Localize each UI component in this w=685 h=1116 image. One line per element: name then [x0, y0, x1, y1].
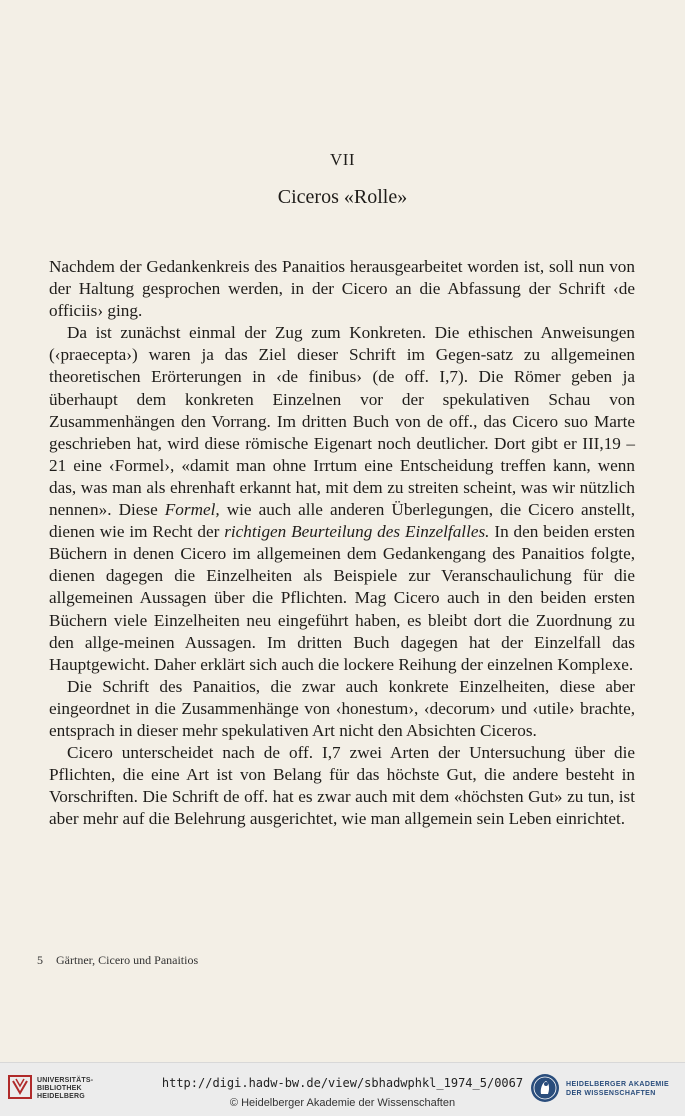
academy-logo-icon[interactable]	[530, 1073, 560, 1103]
signature-number: 5	[37, 953, 43, 967]
body-text	[49, 256, 635, 830]
ub-name-line: HEIDELBERG	[37, 1093, 85, 1100]
signature-text: Gärtner, Cicero und Panaitios	[56, 953, 199, 967]
chapter-title: Ciceros «Rolle»	[277, 186, 408, 208]
body-paragraph	[49, 322, 635, 676]
hd-name-line: DER WISSENSCHAFTEN	[566, 1090, 656, 1097]
chapter-number: VII	[329, 150, 356, 169]
ub-name-line: UNIVERSITÄTS-	[37, 1077, 94, 1084]
text-run: Die Schrift des Panaitios, die zwar auch konkrete Einzelheiten, diese aber eingeordnet in die Zusammenhänge von ‹honestum›, ‹decorum› und ‹utile› brachte, entsprach in dieser mehr spekulativen Art nicht den Absichten Ciceros.	[49, 676, 635, 740]
text-run: Cicero unterscheidet nach de off. I,7 zwei Arten der Untersuchung über die Pflichten, die eine Art ist von Belang für das höchste Gut, die andere besteht in Vorschriften. Die Schrift de off. hat es zwar auch mit dem «höchsten Gut» zu tun, ist aber mehr auf die Belehrung ausgerichtet, wie man allgemein sein Leben einrichtet.	[49, 743, 635, 829]
text-run: Nachdem der Gedankenkreis des Panaitios herausgearbeitet worden ist, soll nun von der Haltung gesprochen werden, in der Cicero an die Abfassung der Schrift ‹de officiis› ging.	[49, 257, 635, 321]
text-run: In den beiden ersten Büchern in denen Cicero im allgemeinen dem Gedankengang des Panaitios folgte, dienen dagegen die Einzelheiten als Beispiele zur Veranschaulichung für die allgemeinen Aussagen über die Pflichten. Mag Cicero auch in den beiden ersten Büchern viele Einzelheiten neu eingeführt haben, es bleibt dort die Zuordnung zu den allge-meinen Aussagen. Im dritten Buch dagegen hat der Einzelfall das Hauptgewicht. Daher erklärt sich auch die lockere Reihung der einzelnen Komplexe.	[49, 522, 635, 674]
body-paragraph	[49, 256, 635, 322]
ub-name-line: BIBLIOTHEK	[37, 1085, 82, 1092]
body-paragraph	[49, 742, 635, 830]
text-run: Da ist zunächst einmal der Zug zum Konkreten. Die ethischen Anweisungen (‹praecepta›) waren ja das Ziel dieser Schrift im Gegen-satz zu allgemeinen theoretischen Erörterungen in ‹de finibus› (de off. I,7). Die Römer geben ja überhaupt dem konkreten Einzelnen vor der spekulativen Schau von Zusammenhängen den Vorrang. Im dritten Buch von de off., das Cicero suo Marte geschrieben hat, wird diese römische Eigenart noch deutlicher. Dort gibt er III,19 –21 eine ‹Formel›, «damit man ohne Irrtum eine Entscheidung treffen kann, wenn das, was man als ehrenhaft erkannt hat, mit dem zu streiten scheint, was wir nützlich nennen». Diese	[49, 323, 635, 520]
viewer-footer-bar	[0, 1062, 685, 1116]
emphasized-text: Formel,	[164, 500, 220, 520]
body-paragraph	[49, 676, 635, 742]
permalink-url[interactable]: http://digi.hadw-bw.de/view/sbhadwphkl_1974_5/0067	[161, 1076, 524, 1090]
copyright-notice: © Heidelberger Akademie der Wissenschaften	[229, 1097, 456, 1109]
text-run: wie auch alle anderen Überlegungen, die Cicero anstellt, dienen wie im Recht der	[49, 500, 635, 542]
hd-name-line: HEIDELBERGER AKADEMIE	[566, 1081, 670, 1088]
emphasized-text: richtigen Beurteilung des Einzelfalles.	[224, 522, 490, 542]
printer-signature	[37, 953, 198, 968]
academy-name	[566, 1080, 669, 1098]
